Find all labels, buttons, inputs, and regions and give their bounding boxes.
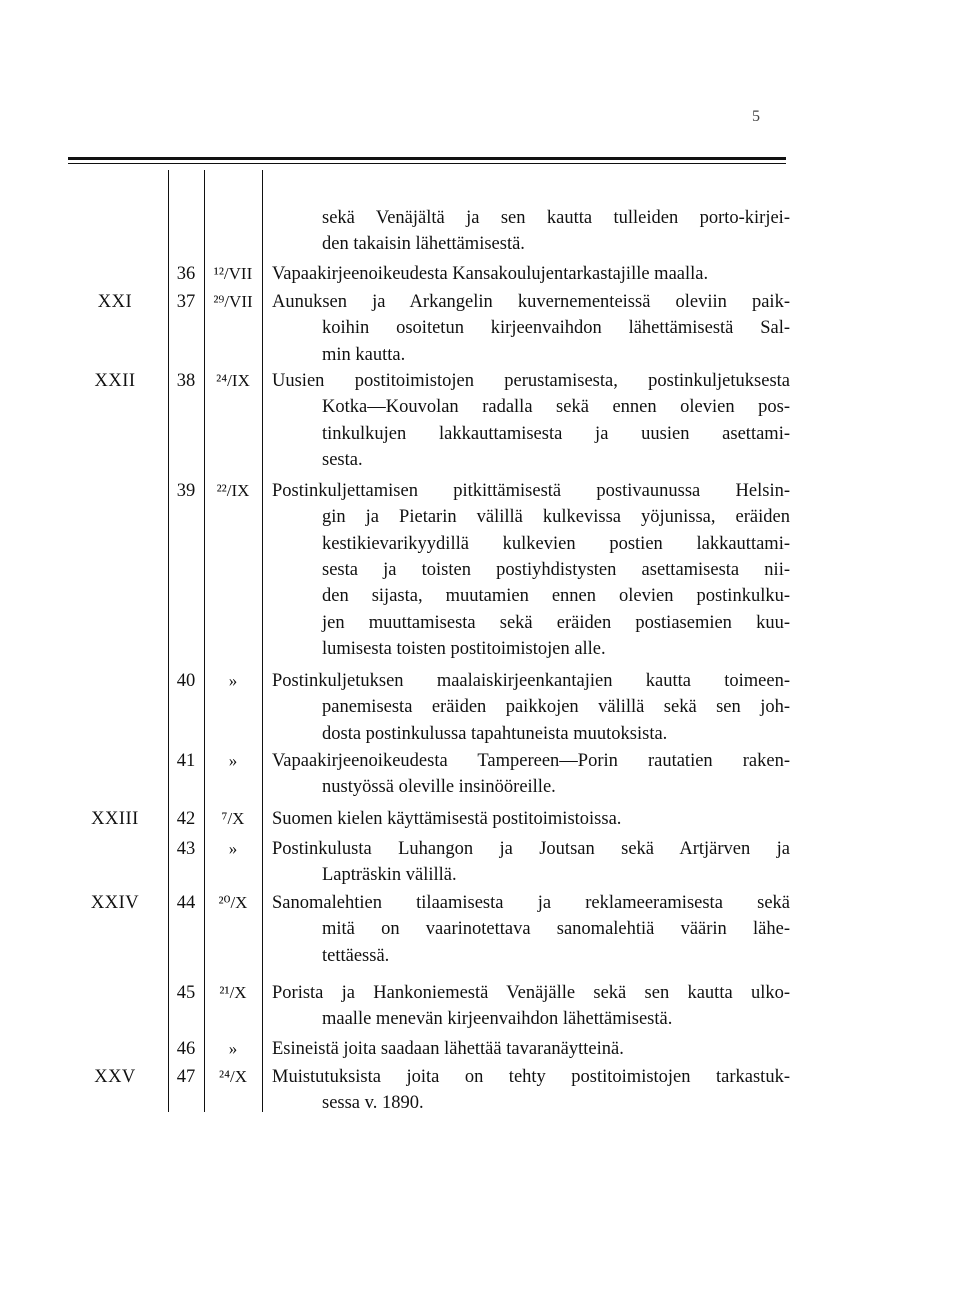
description-line: koihin osoitetun kirjeenvaihdon lähettämisestä Sal- bbox=[322, 318, 790, 339]
description-line: den takaisin lähettämisestä. bbox=[322, 234, 525, 255]
description-line: kestikievarikyydillä kulkevien postien lakkauttami- bbox=[322, 533, 790, 554]
description-line: Sanomalehtien tilaamisesta ja reklameeramisesta sekä bbox=[272, 893, 790, 913]
description-line: dosta postinkulussa tapahtuneista muutoksista. bbox=[322, 723, 668, 744]
section-number: XXII bbox=[94, 371, 136, 391]
entry-date: ²⁹/VII bbox=[213, 292, 253, 311]
description-line: Suomen kielen käyttämisestä postitoimistoissa. bbox=[272, 809, 622, 829]
description-line: Porista ja Hankoniemestä Venäjälle sekä sen kautta ulko- bbox=[272, 983, 790, 1003]
entry-number: 47 bbox=[176, 1067, 196, 1087]
entry-number: 36 bbox=[176, 264, 196, 284]
description-line: den sijasta, muutamien ennen olevien postinkulku- bbox=[322, 586, 790, 607]
entry-date: » bbox=[228, 1039, 238, 1058]
description-line: tinkulkujen lakkauttamisesta ja uusien asettami- bbox=[322, 423, 790, 444]
description-line: tettäessä. bbox=[322, 945, 390, 966]
description-line: sesta ja toisten postiyhdistysten asettamisesta nii- bbox=[322, 559, 790, 580]
entry-date: ²⁰/X bbox=[218, 893, 248, 912]
description-line: Vapaakirjeenoikeudesta Kansakoulujentarkastajille maalla. bbox=[272, 264, 709, 284]
description-line: mitä on vaarinotettava sanomalehtiä väärin lähe- bbox=[322, 919, 790, 940]
entry-number: 45 bbox=[176, 983, 196, 1003]
column-divider bbox=[262, 170, 263, 1112]
description-line: panemisesta eräiden paikkojen välillä sekä sen joh- bbox=[322, 697, 790, 718]
entry-date: ²⁴/X bbox=[218, 1067, 248, 1086]
description-line: Vapaakirjeenoikeudesta Tampereen—Porin rautatien raken- bbox=[272, 751, 790, 771]
entry-number: 37 bbox=[176, 292, 196, 312]
header-rule bbox=[68, 157, 786, 160]
entry-date: ²⁴/IX bbox=[216, 371, 250, 390]
entry-date: » bbox=[228, 839, 238, 858]
description-line: Kotka—Kouvolan radalla sekä ennen olevien pos- bbox=[322, 397, 790, 418]
description-line: sesta. bbox=[322, 449, 363, 470]
description-line: maalle menevän kirjeenvaihdon lähettämisestä. bbox=[322, 1009, 673, 1030]
description-line: sessa v. 1890. bbox=[322, 1093, 424, 1114]
description-line: Uusien postitoimistojen perustamisesta, postinkuljetuksesta bbox=[272, 371, 790, 391]
entry-date: ²¹/X bbox=[219, 983, 247, 1002]
description-line: Aunuksen ja Arkangelin kuvernementeissä oleviin paik- bbox=[272, 292, 790, 312]
section-number: XXIII bbox=[91, 809, 139, 829]
entry-date: » bbox=[228, 671, 238, 690]
entry-number: 42 bbox=[176, 809, 196, 829]
header-rule-thin bbox=[68, 163, 786, 164]
description-line: Postinkuljettamisen pitkittämisestä postivaunussa Helsin- bbox=[272, 481, 790, 501]
entry-number: 41 bbox=[176, 751, 196, 771]
description-line: jen muuttamisesta sekä eräiden postiasemien kuu- bbox=[322, 612, 790, 633]
entry-number: 46 bbox=[176, 1039, 196, 1059]
page-number: 5 bbox=[752, 108, 760, 125]
description-line: min kautta. bbox=[322, 344, 406, 365]
description-line: sekä Venäjältä ja sen kautta tulleiden porto-kirjei- bbox=[322, 208, 790, 228]
column-divider bbox=[168, 170, 169, 1112]
section-number: XXIV bbox=[90, 893, 140, 913]
entry-number: 40 bbox=[176, 671, 196, 691]
description-line: Postinkulusta Luhangon ja Joutsan sekä Artjärven ja bbox=[272, 839, 790, 859]
section-number: XXV bbox=[94, 1067, 136, 1087]
entry-number: 39 bbox=[176, 481, 196, 501]
description-line: gin ja Pietarin välillä kulkevissa yöjunissa, eräiden bbox=[322, 507, 790, 528]
entry-number: 44 bbox=[176, 893, 196, 913]
description-line: lumisesta toisten postitoimistojen alle. bbox=[322, 638, 606, 659]
entry-number: 43 bbox=[176, 839, 196, 859]
entry-date: ¹²/VII bbox=[213, 264, 253, 283]
column-divider bbox=[204, 170, 205, 1112]
entry-number: 38 bbox=[176, 371, 196, 391]
entry-date: » bbox=[228, 751, 238, 770]
entry-date: ⁷/X bbox=[221, 809, 245, 828]
description-line: nustyössä oleville insinööreille. bbox=[322, 777, 556, 798]
description-line: Muistutuksista joita on tehty postitoimistojen tarkastuk- bbox=[272, 1067, 790, 1087]
entry-date: ²²/IX bbox=[216, 481, 250, 500]
description-line: Postinkuljetuksen maalaiskirjeenkantajien kautta toimeen- bbox=[272, 671, 790, 691]
description-line: Lapträskin välillä. bbox=[322, 865, 457, 886]
description-line: Esineistä joita saadaan lähettää tavaranäytteinä. bbox=[272, 1039, 624, 1059]
section-number: XXI bbox=[97, 292, 133, 312]
